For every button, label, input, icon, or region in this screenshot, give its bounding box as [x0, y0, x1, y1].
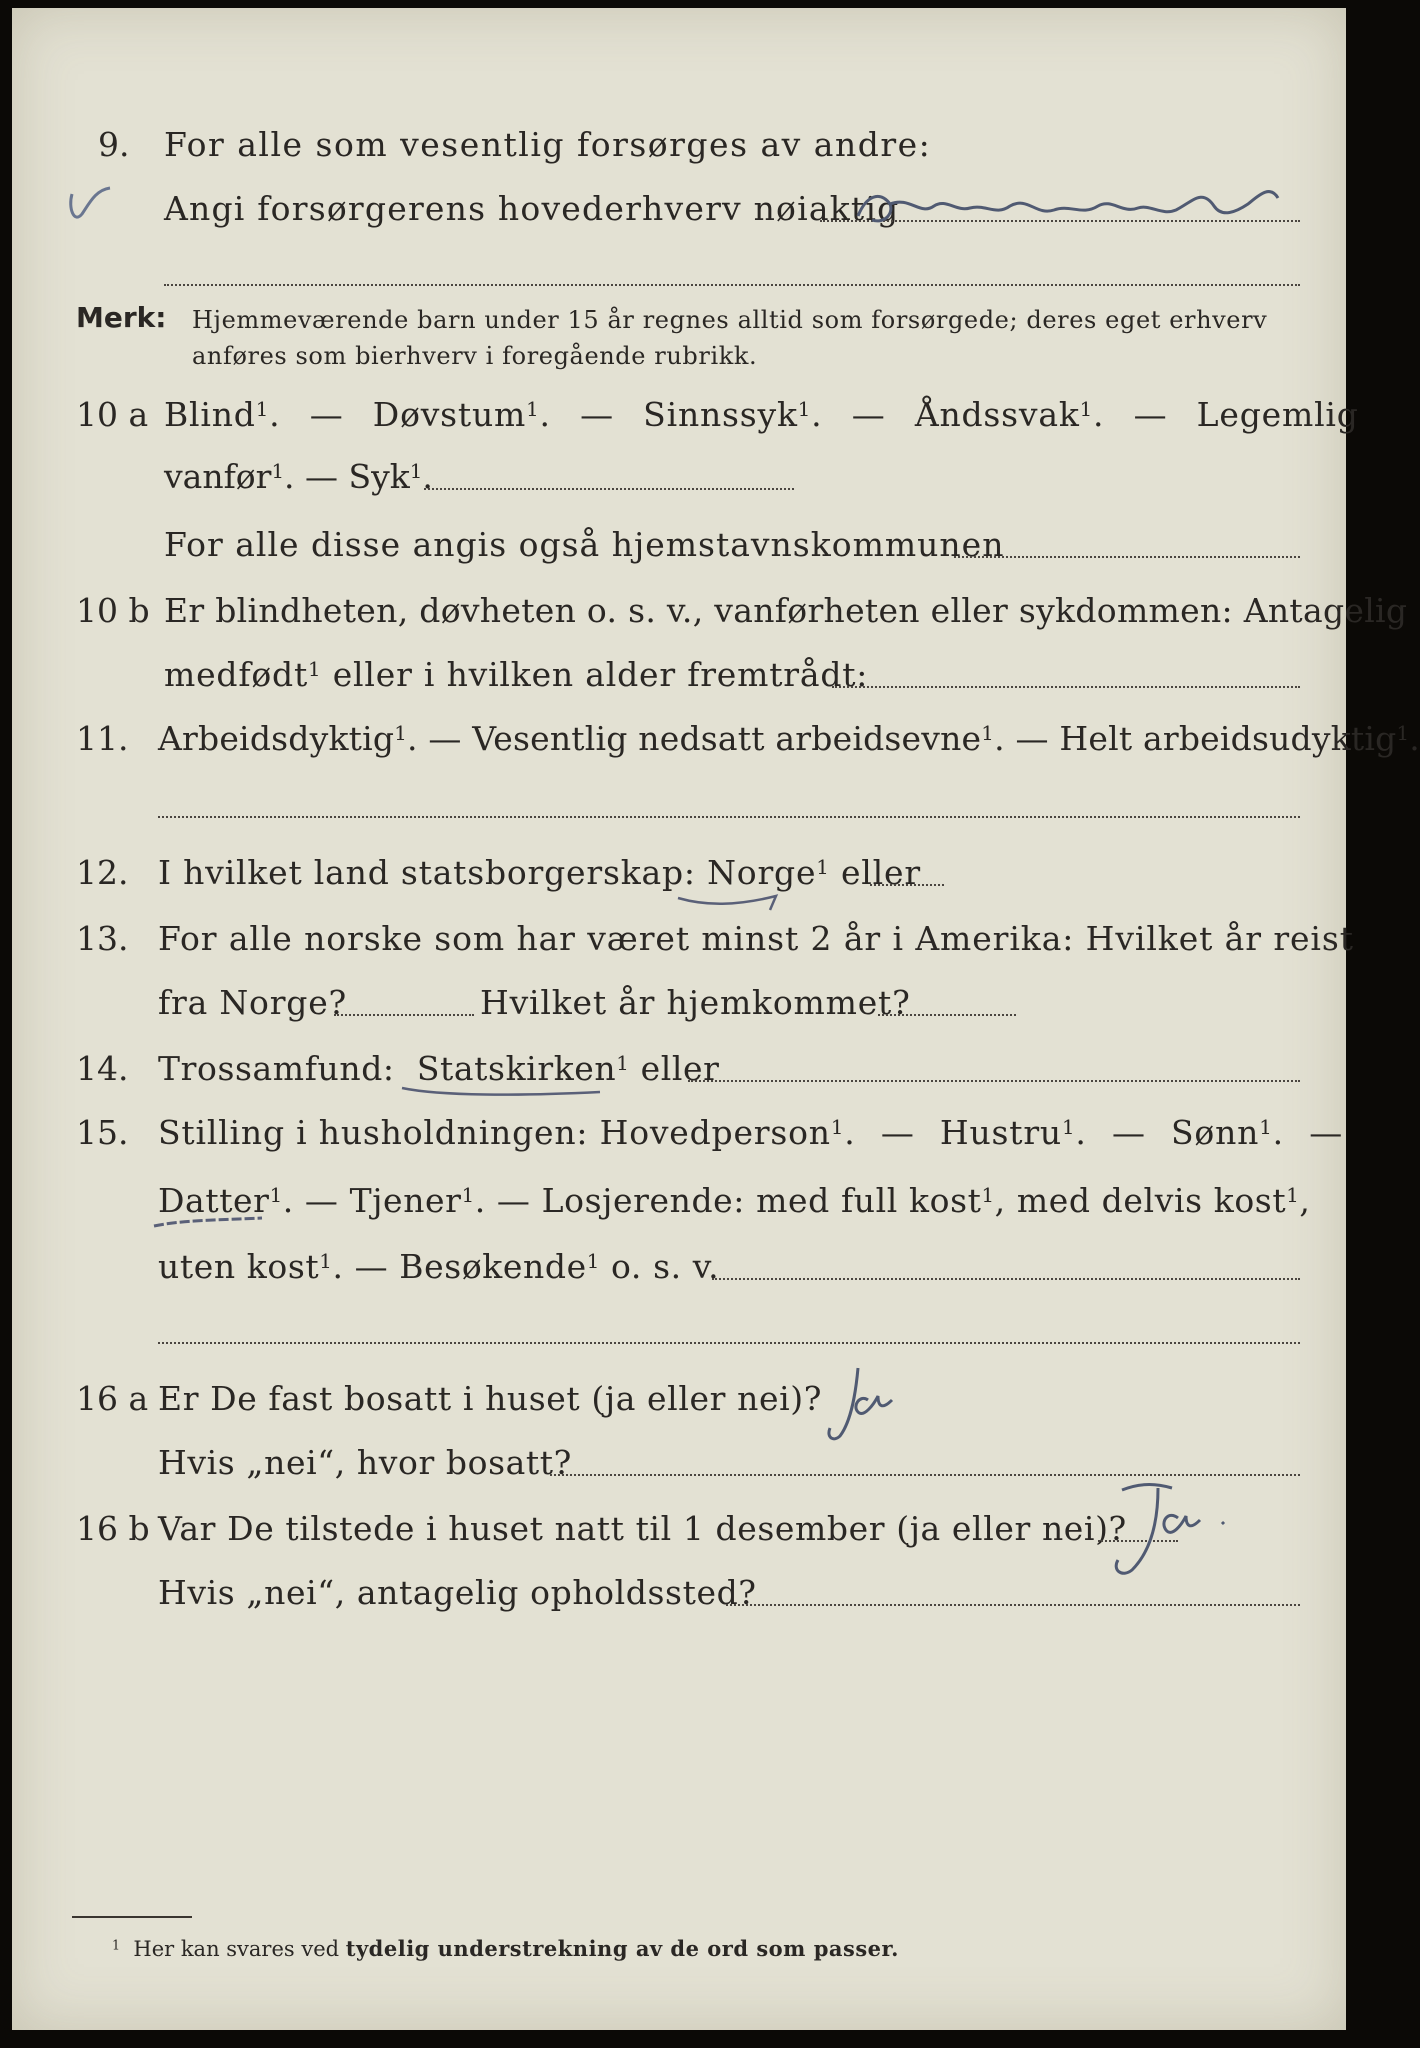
q16b-line1: Var De tilstede i huset natt til 1 desember (ja eller nei)? — [158, 1509, 1127, 1548]
q10b-line2: medfødt$^1$ eller i hvilken alder fremtrådt: — [164, 655, 869, 694]
q15-datter-underline — [152, 1214, 272, 1238]
q10a-syk-line — [424, 488, 794, 490]
q10a-hjemstavn-line — [954, 556, 1300, 558]
q9-line1: For alle som vesentlig forsørges av andre: — [164, 125, 932, 164]
q10a-line3: For alle disse angis også hjemstavnskommunen — [164, 525, 1005, 564]
q14-answer-line — [688, 1080, 1300, 1082]
q16a-line1: Er De fast bosatt i huset (ja eller nei)? — [158, 1379, 822, 1418]
q16a-number: 16 a — [76, 1379, 149, 1418]
merk-line1: Hjemmeværende barn under 15 år regnes alltid som forsørgede; deres eget erhverv — [192, 306, 1268, 334]
q15-line2: Datter$^1$. — Tjener$^1$. — Losjerende: med full kost$^1$, med delvis kost$^1$, — [158, 1181, 1311, 1220]
q13-line2b: Hvilket år hjemkommet? — [480, 983, 911, 1022]
q9-line2: Angi forsørgerens hovederhverv nøiaktig — [164, 189, 900, 228]
q14-statskirken-underline — [400, 1084, 610, 1108]
q10b-number: 10 b — [76, 591, 150, 630]
q12-norge-underline — [676, 892, 796, 920]
footnote-rule — [72, 1916, 192, 1918]
q15-answer-line — [712, 1278, 1300, 1280]
q12-answer-line — [870, 884, 944, 886]
footnote: $^1$ Her kan svares ved tydelig understrekning av de ord som passer. — [112, 1936, 899, 1961]
q16b-number: 16 b — [76, 1509, 150, 1548]
q10b-line1: Er blindheten, døvheten o. s. v., vanførheten eller sykdommen: Antagelig — [164, 591, 1408, 630]
q13-reist-line — [334, 1014, 474, 1016]
q12-line: I hvilket land statsborgerskap: Norge$^1$ eller — [158, 853, 921, 892]
q13-number: 13. — [76, 919, 129, 958]
q15-line1: Stilling i husholdningen: Hovedperson$^1$. — Hustru$^1$. — Sønn$^1$. — — [158, 1113, 1343, 1152]
q14-line: Trossamfund: Statskirken$^1$ eller — [158, 1049, 720, 1088]
q16b-line2: Hvis „nei“, antagelig opholdssted? — [158, 1573, 757, 1612]
q15-number: 15. — [76, 1113, 129, 1152]
q16b-handwritten-answer — [1102, 1478, 1252, 1592]
q9-handwritten-answer — [850, 176, 1300, 240]
merk-line2: anføres som bierhverv i foregående rubrikk. — [192, 342, 758, 370]
q9-extra-line — [164, 284, 1300, 286]
census-form-page — [12, 8, 1420, 2030]
q16a-line2: Hvis „nei“, hvor bosatt? — [158, 1443, 572, 1482]
q10a-line2: vanfør$^1$. — Syk$^1$. — [164, 457, 433, 496]
q10b-answer-line — [832, 686, 1300, 688]
q16b-answer-line2 — [726, 1604, 1300, 1606]
q9-number: 9. — [98, 125, 130, 164]
q11-line1: Arbeidsdyktig$^1$. — Vesentlig nedsatt arbeidsevne$^1$. — Helt arbeidsudyktig$^1$. — [158, 719, 1420, 758]
q16a-answer-line — [550, 1474, 1300, 1476]
q10a-line1: Blind$^1$. — Døvstum$^1$. — Sinnssyk$^1$. — Åndssvak$^1$. — Legemlig — [164, 395, 1359, 434]
q13-line1: For alle norske som har været minst 2 år i Amerika: Hvilket år reist — [158, 919, 1354, 958]
q11-number: 11. — [76, 719, 129, 758]
merk-label: Merk: — [76, 301, 167, 334]
q11-answer-line — [158, 816, 1300, 818]
q13-line2a: fra Norge? — [158, 983, 348, 1022]
q10a-number: 10 a — [76, 395, 149, 434]
q15-extra-line — [158, 1342, 1300, 1344]
q14-number: 14. — [76, 1049, 129, 1088]
q15-line3: uten kost$^1$. — Besøkende$^1$ o. s. v. — [158, 1247, 720, 1286]
margin-handwritten-mark — [66, 180, 126, 234]
q16a-handwritten-answer — [812, 1360, 942, 1454]
q13-hjemkommet-line — [878, 1014, 1016, 1016]
q12-number: 12. — [76, 853, 129, 892]
